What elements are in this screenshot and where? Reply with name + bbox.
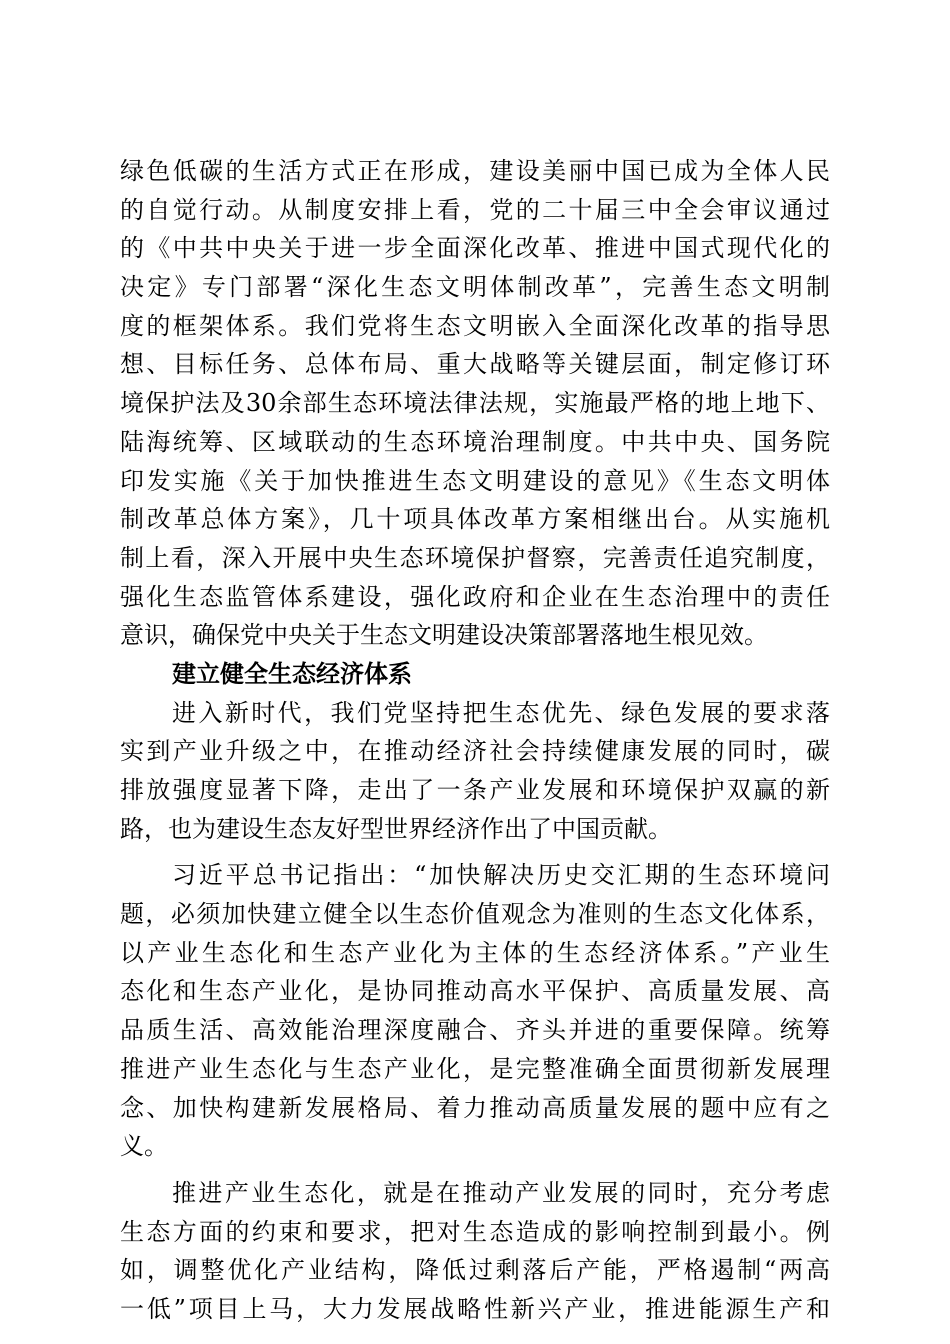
text-line: 念、加快构建新发展格局、着力推动高质量发展的题中应有之 (120, 1093, 830, 1122)
text-line: 强化生态监管体系建设，强化政府和企业在生态治理中的责任 (120, 582, 830, 611)
text-line: 实到产业升级之中，在推动经济社会持续健康发展的同时，碳 (120, 737, 830, 766)
text-line: 生态方面的约束和要求，把对生态造成的影响控制到最小。例 (120, 1217, 830, 1246)
text-line: 的自觉行动。从制度安排上看，党的二十届三中全会审议通过 (120, 195, 830, 224)
text-line: 排放强度显著下降，走出了一条产业发展和环境保护双赢的新 (120, 776, 830, 804)
text-line: 品质生活、高效能治理深度融合、齐头并进的重要保障。统筹 (120, 1016, 830, 1045)
text-line: 推进产业生态化与生态产业化，是完整准确全面贯彻新发展理 (120, 1054, 830, 1083)
text-line: 想、目标任务、总体布局、重大战略等关键层面，制定修订环 (120, 350, 830, 379)
text-line: 意识，确保党中央关于生态文明建设决策部署落地生根见效。 (120, 621, 768, 650)
text-line: 度的框架体系。我们党将生态文明嵌入全面深化改革的指导思 (120, 311, 830, 340)
text-line: 态化和生态产业化，是协同推动高水平保护、高质量发展、高 (120, 977, 830, 1006)
text-line: 习近平总书记指出：“加快解决历史交汇期的生态环境问 (172, 861, 830, 890)
text-line: 决定》专门部署“深化生态文明体制改革”，完善生态文明制 (120, 273, 830, 302)
text-line: 的《中共中央关于进一步全面深化改革、推进中国式现代化的 (120, 234, 830, 263)
paragraph-3 (120, 856, 830, 1166)
text-line: 印发实施《关于加快推进生态文明建设的意见》《生态文明体 (120, 466, 830, 495)
text-line: 绿色低碳的生活方式正在形成，建设美丽中国已成为全体人民 (120, 157, 830, 185)
paragraph-2 (120, 694, 830, 849)
text-line: 题，必须加快建立健全以生态价值观念为准则的生态文化体系， (120, 900, 830, 929)
section-heading: 建立健全生态经济体系 (172, 659, 412, 688)
paragraph-1 (120, 152, 830, 655)
text-line: 义。 (120, 1132, 168, 1161)
text-line: 陆海统筹、区域联动的生态环境治理制度。中共中央、国务院 (120, 427, 830, 456)
text-line: 推进产业生态化，就是在推动产业发展的同时，充分考虑 (172, 1178, 830, 1207)
text-line: 以产业生态化和生态产业化为主体的生态经济体系。”产业生 (120, 938, 830, 967)
document-body (120, 152, 830, 1329)
paragraph-4 (120, 1174, 830, 1329)
text-line: 进入新时代，我们党坚持把生态优先、绿色发展的要求落 (172, 698, 830, 727)
text-line: 一低”项目上马，大力发展战略性新兴产业，推进能源生产和 (120, 1294, 830, 1323)
text-line: 制改革总体方案》，几十项具体改革方案相继出台。从实施机 (120, 505, 830, 534)
text-line: 如，调整优化产业结构，降低过剩落后产能，严格遏制“两高 (120, 1256, 830, 1285)
text-line: 制上看，深入开展中央生态环境保护督察，完善责任追究制度， (120, 543, 830, 572)
text-line: 路，也为建设生态友好型世界经济作出了中国贡献。 (120, 814, 672, 843)
text-line: 境保护法及30余部生态环境法律法规，实施最严格的地上地下、 (120, 389, 830, 418)
